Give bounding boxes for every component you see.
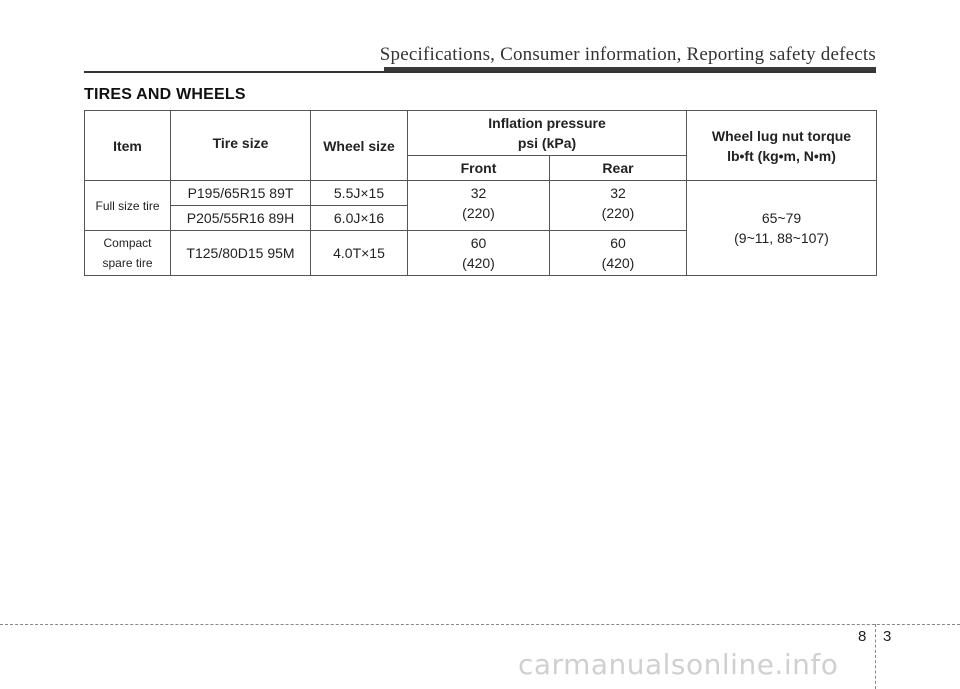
front-pressure-psi: 60 <box>470 235 487 251</box>
header-rule <box>84 71 876 73</box>
rear-pressure-cell <box>550 231 687 276</box>
footer-divider <box>0 624 960 625</box>
table-header-row <box>85 111 877 156</box>
rear-pressure-kpa: (420) <box>601 255 635 271</box>
row-item-compact-spare <box>85 231 171 276</box>
header-item: Item <box>85 111 171 181</box>
wheel-size-cell: 5.5J×15 <box>311 181 408 206</box>
header-wheel-size: Wheel size <box>311 111 408 181</box>
torque-value-cell <box>687 181 877 276</box>
header-inflation-pressure <box>408 111 687 156</box>
rear-pressure-psi: 60 <box>610 235 626 251</box>
header-torque-line2: lb•ft (kg•m, N•m) <box>727 147 836 164</box>
rear-pressure-kpa: (220) <box>601 205 635 221</box>
rear-pressure-psi: 32 <box>610 185 626 201</box>
front-pressure-psi: 32 <box>470 185 487 201</box>
header-rear: Rear <box>550 156 687 181</box>
header-inflation-line2: psi (kPa) <box>517 135 577 151</box>
row-item-compact-line2: spare tire <box>102 256 153 270</box>
page-number: 3 <box>883 628 892 645</box>
wheel-size-cell: 4.0T×15 <box>311 231 408 276</box>
wheel-size-cell: 6.0J×16 <box>311 206 408 231</box>
section-title: TIRES AND WHEELS <box>84 86 246 103</box>
table-row <box>85 181 877 206</box>
tire-size-cell: P205/55R16 89H <box>171 206 311 231</box>
header-inflation-line1: Inflation pressure <box>488 115 606 131</box>
row-item-full-size: Full size tire <box>85 181 171 231</box>
torque-lbft: 65~79 <box>761 210 802 226</box>
header-torque-line1: Wheel lug nut torque <box>711 127 852 144</box>
front-pressure-kpa: (220) <box>462 205 495 221</box>
watermark: carmanualsonline.info <box>518 648 839 681</box>
tire-size-cell: P195/65R15 89T <box>171 181 311 206</box>
tire-size-cell: T125/80D15 95M <box>171 231 311 276</box>
page-section-number: 8 <box>858 628 867 645</box>
row-item-compact-line1: Compact <box>103 236 152 250</box>
header-torque <box>687 111 877 181</box>
page-number-divider <box>875 624 876 689</box>
tires-wheels-table <box>84 110 877 276</box>
front-pressure-kpa: (420) <box>462 255 495 271</box>
front-pressure-cell <box>408 231 550 276</box>
torque-metric: (9~11, 88~107) <box>734 230 829 246</box>
front-pressure-cell <box>408 181 550 231</box>
header-title: Specifications, Consumer information, Reporting safety defects <box>379 44 876 65</box>
rear-pressure-cell <box>550 181 687 231</box>
header-front: Front <box>408 156 550 181</box>
header-tire-size: Tire size <box>171 111 311 181</box>
